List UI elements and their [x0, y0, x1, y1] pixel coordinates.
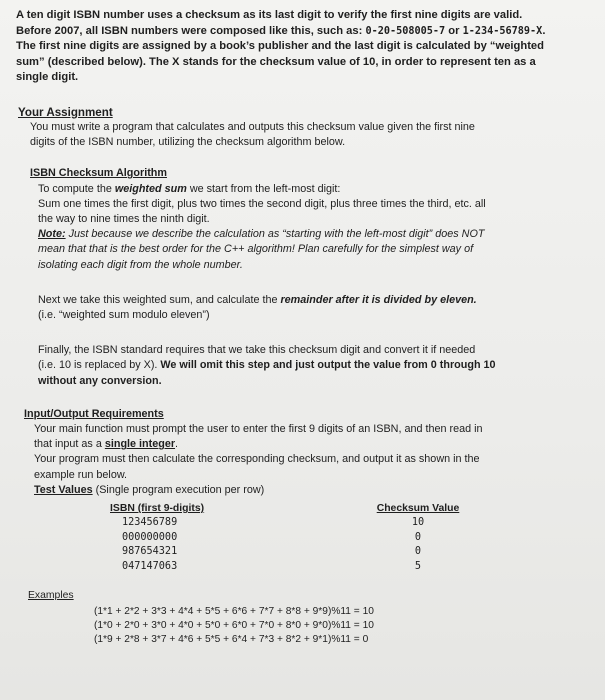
isbn-cell: 000000000: [122, 531, 178, 543]
algorithm-heading: ISBN Checksum Algorithm: [30, 167, 167, 180]
example-line: (1*1 + 2*2 + 3*3 + 4*4 + 5*5 + 6*6 + 7*7 + 8*8 + 9*9)%11 = 10: [94, 606, 374, 618]
checksum-cell: 5: [414, 560, 422, 572]
intro-line-5: single digit.: [16, 71, 79, 84]
checksum-cell: 10: [411, 517, 425, 529]
io-line-2: [34, 437, 583, 452]
isbn-cell: 047147063: [122, 560, 178, 572]
io-line-2-a: that input as a: [34, 438, 105, 451]
algorithm-line-1-b: we start from the left-most digit:: [186, 182, 341, 195]
note-label: Note:: [38, 228, 66, 241]
intro-line-3: The first nine digits are assigned by a book’s publisher and the last digit is calculated by “weighted: [16, 40, 544, 53]
examples-label: Examples: [28, 590, 74, 602]
intro-or: or: [445, 24, 463, 37]
io-line-1: Your main function must prompt the user to enter the first 9 digits of an ISBN, and then read in: [34, 423, 483, 436]
intro-line-2-text: Before 2007, all ISBN numbers were composed like this, such as:: [16, 24, 366, 37]
io-line-3: Your program must then calculate the corresponding checksum, and output it as shown in the: [34, 453, 480, 466]
checksum-column: [368, 502, 468, 574]
algorithm-line-3: the way to nine times the ninth digit.: [38, 212, 210, 225]
isbn-example-2: 1-234-56789-X: [462, 25, 543, 37]
assignment-line-1: You must write a program that calculates and outputs this checksum value given the first nine: [30, 120, 475, 133]
note-line-1: [38, 227, 583, 242]
finally-line-2-a: (i.e. 10 is replaced by X).: [38, 359, 161, 372]
example-line: (1*0 + 2*0 + 3*0 + 4*0 + 5*0 + 6*0 + 7*0 + 8*0 + 9*0)%11 = 10: [94, 620, 374, 632]
isbn-column: [110, 502, 270, 574]
weighted-sum-term: weighted sum: [114, 182, 187, 195]
intro-line-4: sum” (described below). The X stands for the checksum value of 10, in order to represent ten as a: [16, 55, 536, 68]
test-values-desc: (Single program execution per row): [92, 483, 265, 496]
algorithm-line-1: [38, 182, 583, 197]
intro-paragraph: [16, 8, 583, 86]
note-text-1: Just because we describe the calculation as “starting with the left-most digit” does NOT: [65, 228, 485, 241]
checksum-column-header: Checksum Value: [376, 503, 460, 515]
algorithm-line-1-a: To compute the: [38, 182, 115, 195]
single-integer-term: single integer: [104, 438, 176, 451]
checksum-cell: 0: [414, 531, 422, 543]
checksum-cell: 0: [414, 546, 422, 558]
examples-list: [94, 605, 583, 647]
modulo-line-1: [38, 293, 583, 308]
io-heading: Input/Output Requirements: [24, 407, 164, 420]
finally-line-1: Finally, the ISBN standard requires that we take this checksum digit and convert it if needed: [38, 344, 476, 357]
note-line-3: isolating each digit from the whole number.: [38, 258, 243, 271]
intro-period: .: [542, 24, 546, 37]
omit-step-emphasis: We will omit this step and just output the value from 0 through 10: [160, 359, 496, 372]
algorithm-line-2: Sum one times the first digit, plus two times the second digit, plus three times the third, etc. all: [38, 197, 486, 210]
note-line-2: mean that that is the best order for the C++ algorithm! Plan carefully for the simplest way of: [38, 243, 474, 256]
test-values-label: Test Values: [34, 483, 93, 496]
modulo-line-2: (i.e. “weighted sum modulo eleven”): [38, 309, 210, 321]
isbn-cell: 987654321: [122, 546, 178, 558]
finally-line-2: [38, 358, 583, 373]
test-values-table: [110, 502, 583, 588]
test-values-line: [34, 483, 583, 498]
io-line-2-c: .: [175, 438, 179, 451]
assignment-heading: Your Assignment: [18, 105, 113, 119]
assignment-line-2: digits of the ISBN number, utilizing the checksum algorithm below.: [30, 136, 346, 149]
modulo-line-1-a: Next we take this weighted sum, and calculate the: [38, 293, 281, 306]
intro-line-1: A ten digit ISBN number uses a checksum as its last digit to verify the first nine digits are valid.: [16, 9, 523, 21]
finally-line-3: without any conversion.: [38, 374, 162, 387]
isbn-example-1: 0-20-508005-7: [365, 25, 446, 37]
modulo-emphasis: remainder after it is divided by eleven.: [280, 293, 477, 306]
algorithm-section: [30, 166, 583, 388]
io-section: [24, 407, 583, 498]
example-line: (1*9 + 2*8 + 3*7 + 4*6 + 5*5 + 6*4 + 7*3 + 8*2 + 9*1)%11 = 0: [94, 634, 369, 646]
isbn-column-header: ISBN (first 9-digits): [110, 503, 205, 515]
io-line-4: example run below.: [34, 468, 128, 481]
intro-line-2: [16, 24, 583, 40]
isbn-cell: 123456789: [122, 517, 178, 529]
assignment-section: [16, 106, 583, 150]
